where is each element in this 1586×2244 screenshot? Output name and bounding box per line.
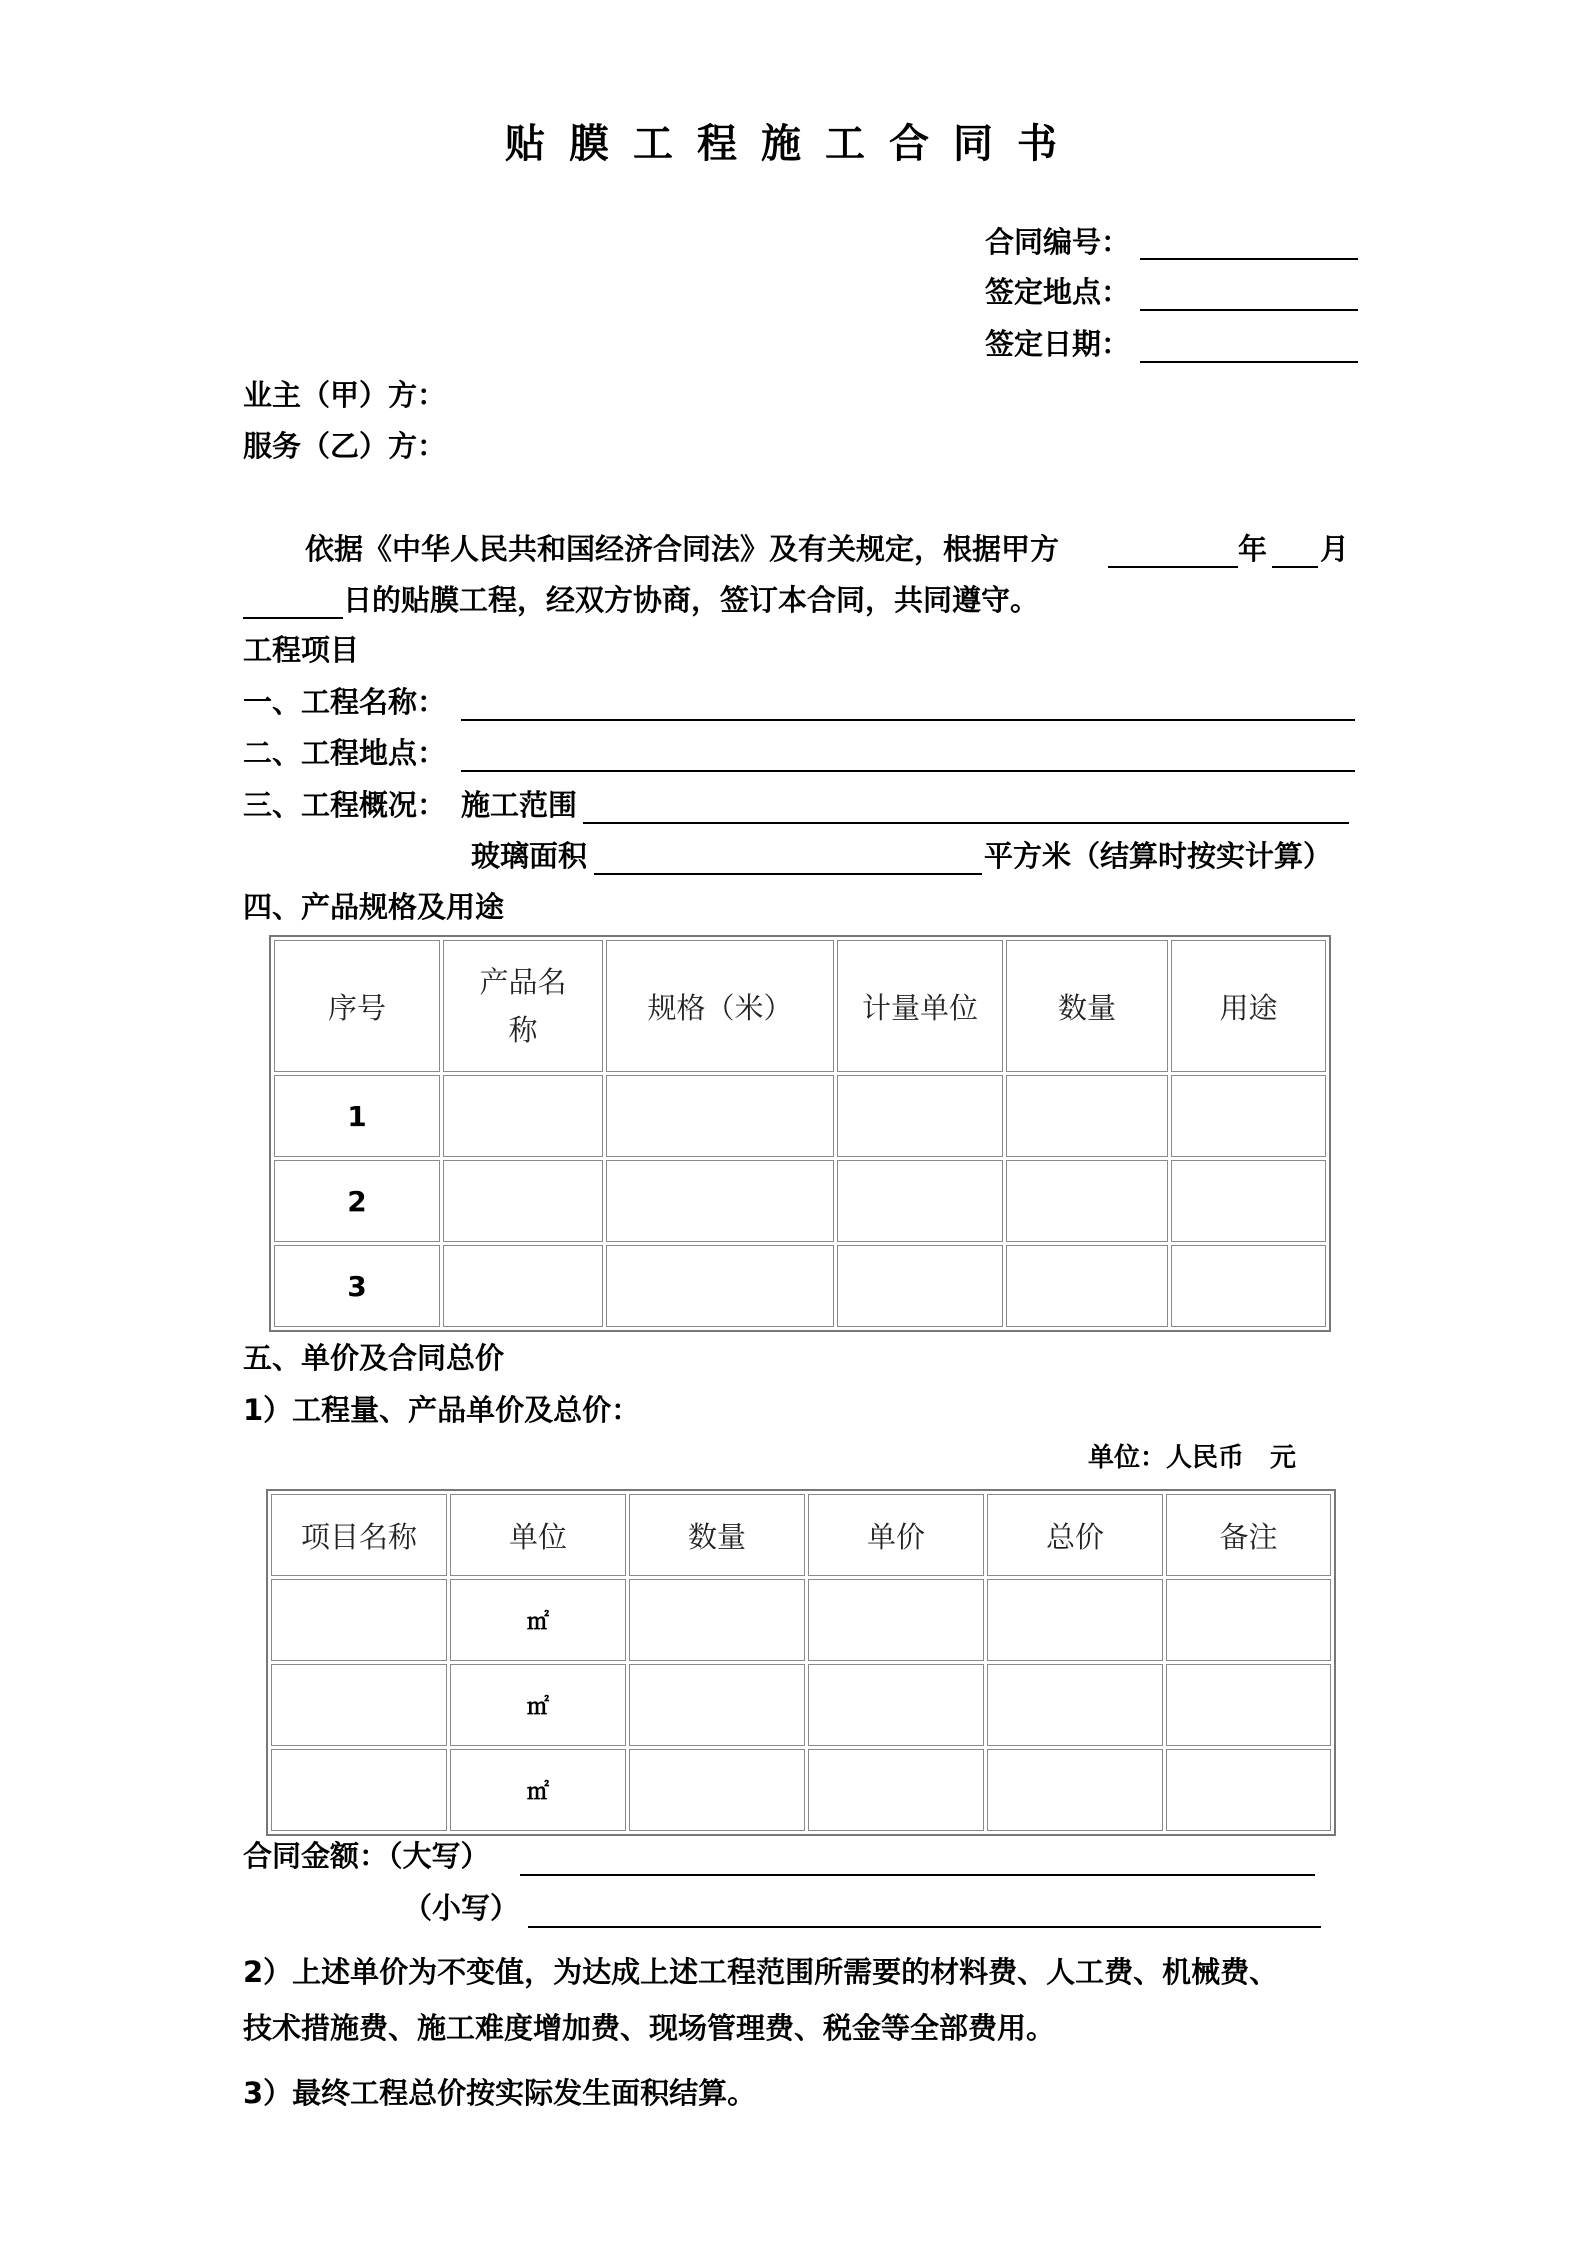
cell-total-price[interactable] <box>987 1579 1163 1661</box>
note2-line2: 技术措施费、施工难度增加费、现场管理费、税金等全部费用。 <box>243 2011 1056 2045</box>
section5-heading: 五、单价及合同总价 <box>243 1341 505 1375</box>
cell-quantity[interactable] <box>1006 1245 1168 1327</box>
cell-remark[interactable] <box>1166 1749 1331 1831</box>
scope-line[interactable] <box>583 822 1349 824</box>
cell-usage[interactable] <box>1171 1075 1326 1157</box>
scope-label: 施工范围 <box>461 788 578 822</box>
table-row <box>274 1075 1326 1157</box>
row-index: 3 <box>274 1245 440 1327</box>
cell-item-name[interactable] <box>271 1664 447 1746</box>
header-product-name <box>443 940 603 1072</box>
intro-year-label: 年 <box>1238 532 1268 566</box>
project-location-label: 二、工程地点： <box>243 736 447 770</box>
owner-party-label: 业主（甲）方： <box>243 378 447 412</box>
cell-spec[interactable] <box>606 1245 834 1327</box>
cell-quantity[interactable] <box>629 1749 805 1831</box>
cell-unit: ㎡ <box>450 1664 626 1746</box>
header-item-name: 项目名称 <box>271 1494 447 1576</box>
table-row <box>271 1579 1331 1661</box>
note3: 3）最终工程总价按实际发生面积结算。 <box>243 2076 757 2110</box>
glass-area-label: 玻璃面积 <box>471 839 588 873</box>
header-usage: 用途 <box>1171 940 1326 1072</box>
header-index: 序号 <box>274 940 440 1072</box>
contract-number-label: 合同编号： <box>985 225 1131 259</box>
cell-unit-price[interactable] <box>808 1749 984 1831</box>
cell-product-name[interactable] <box>443 1075 603 1157</box>
table-row <box>274 1245 1326 1327</box>
project-name-line[interactable] <box>461 719 1355 721</box>
cell-quantity[interactable] <box>629 1579 805 1661</box>
intro-month-label: 月 <box>1320 532 1350 566</box>
table-row <box>274 1160 1326 1242</box>
cell-unit[interactable] <box>837 1160 1003 1242</box>
intro-month-blank[interactable] <box>1272 566 1318 568</box>
header-quantity: 数量 <box>629 1494 805 1576</box>
intro-day-blank[interactable] <box>243 617 343 619</box>
cell-total-price[interactable] <box>987 1664 1163 1746</box>
header-unit: 计量单位 <box>837 940 1003 1072</box>
cell-remark[interactable] <box>1166 1664 1331 1746</box>
header-unit-price: 单价 <box>808 1494 984 1576</box>
contract-number-line[interactable] <box>1140 258 1358 260</box>
sign-place-label: 签定地点： <box>985 275 1131 309</box>
cell-item-name[interactable] <box>271 1579 447 1661</box>
cell-total-price[interactable] <box>987 1749 1163 1831</box>
sign-place-line[interactable] <box>1140 309 1358 311</box>
cell-spec[interactable] <box>606 1075 834 1157</box>
cell-usage[interactable] <box>1171 1160 1326 1242</box>
glass-area-line[interactable] <box>594 873 982 875</box>
price-table <box>266 1489 1336 1836</box>
section5-sub1: 1）工程量、产品单价及总价： <box>243 1393 641 1427</box>
project-name-label: 一、工程名称： <box>243 685 447 719</box>
table-row <box>271 1749 1331 1831</box>
cell-unit-price[interactable] <box>808 1579 984 1661</box>
product-spec-table <box>269 935 1331 1332</box>
amount-capital-line[interactable] <box>520 1874 1315 1876</box>
intro-text-2: 日的贴膜工程，经双方协商，签订本合同，共同遵守。 <box>343 583 1040 617</box>
amount-small-line[interactable] <box>528 1926 1321 1928</box>
cell-product-name[interactable] <box>443 1245 603 1327</box>
cell-item-name[interactable] <box>271 1749 447 1831</box>
cell-unit-price[interactable] <box>808 1664 984 1746</box>
project-heading: 工程项目 <box>243 633 360 667</box>
sign-date-label: 签定日期： <box>985 327 1131 361</box>
glass-area-unit: 平方米（结算时按实计算） <box>984 839 1333 873</box>
row-index: 2 <box>274 1160 440 1242</box>
cell-remark[interactable] <box>1166 1579 1331 1661</box>
header-total-price: 总价 <box>987 1494 1163 1576</box>
table-row <box>271 1664 1331 1746</box>
service-party-label: 服务（乙）方： <box>243 429 447 463</box>
cell-unit[interactable] <box>837 1245 1003 1327</box>
header-product-name-text: 产品名称 <box>479 965 567 1047</box>
contract-amount-label: 合同金额：（大写） <box>243 1839 490 1873</box>
intro-text-1: 依据《中华人民共和国经济合同法》及有关规定，根据甲方 <box>305 532 1060 566</box>
intro-year-blank[interactable] <box>1108 566 1238 568</box>
cell-quantity[interactable] <box>629 1664 805 1746</box>
cell-product-name[interactable] <box>443 1160 603 1242</box>
cell-quantity[interactable] <box>1006 1160 1168 1242</box>
cell-unit: ㎡ <box>450 1579 626 1661</box>
project-location-line[interactable] <box>461 770 1355 772</box>
header-spec: 规格（米） <box>606 940 834 1072</box>
note2-line1: 2）上述单价为不变值，为达成上述工程范围所需要的材料费、人工费、机械费、 <box>243 1955 1279 1989</box>
header-unit: 单位 <box>450 1494 626 1576</box>
document-title: 贴膜工程施工合同书 <box>505 121 1081 167</box>
cell-quantity[interactable] <box>1006 1075 1168 1157</box>
header-quantity: 数量 <box>1006 940 1168 1072</box>
cell-spec[interactable] <box>606 1160 834 1242</box>
amount-small-label: （小写） <box>403 1891 520 1925</box>
cell-usage[interactable] <box>1171 1245 1326 1327</box>
cell-unit: ㎡ <box>450 1749 626 1831</box>
sign-date-line[interactable] <box>1140 361 1358 363</box>
project-overview-label: 三、工程概况： <box>243 788 447 822</box>
currency-unit-note: 单位：人民币 元 <box>1088 1443 1297 1473</box>
section4-heading: 四、产品规格及用途 <box>243 890 505 924</box>
cell-unit[interactable] <box>837 1075 1003 1157</box>
header-remark: 备注 <box>1166 1494 1331 1576</box>
row-index: 1 <box>274 1075 440 1157</box>
